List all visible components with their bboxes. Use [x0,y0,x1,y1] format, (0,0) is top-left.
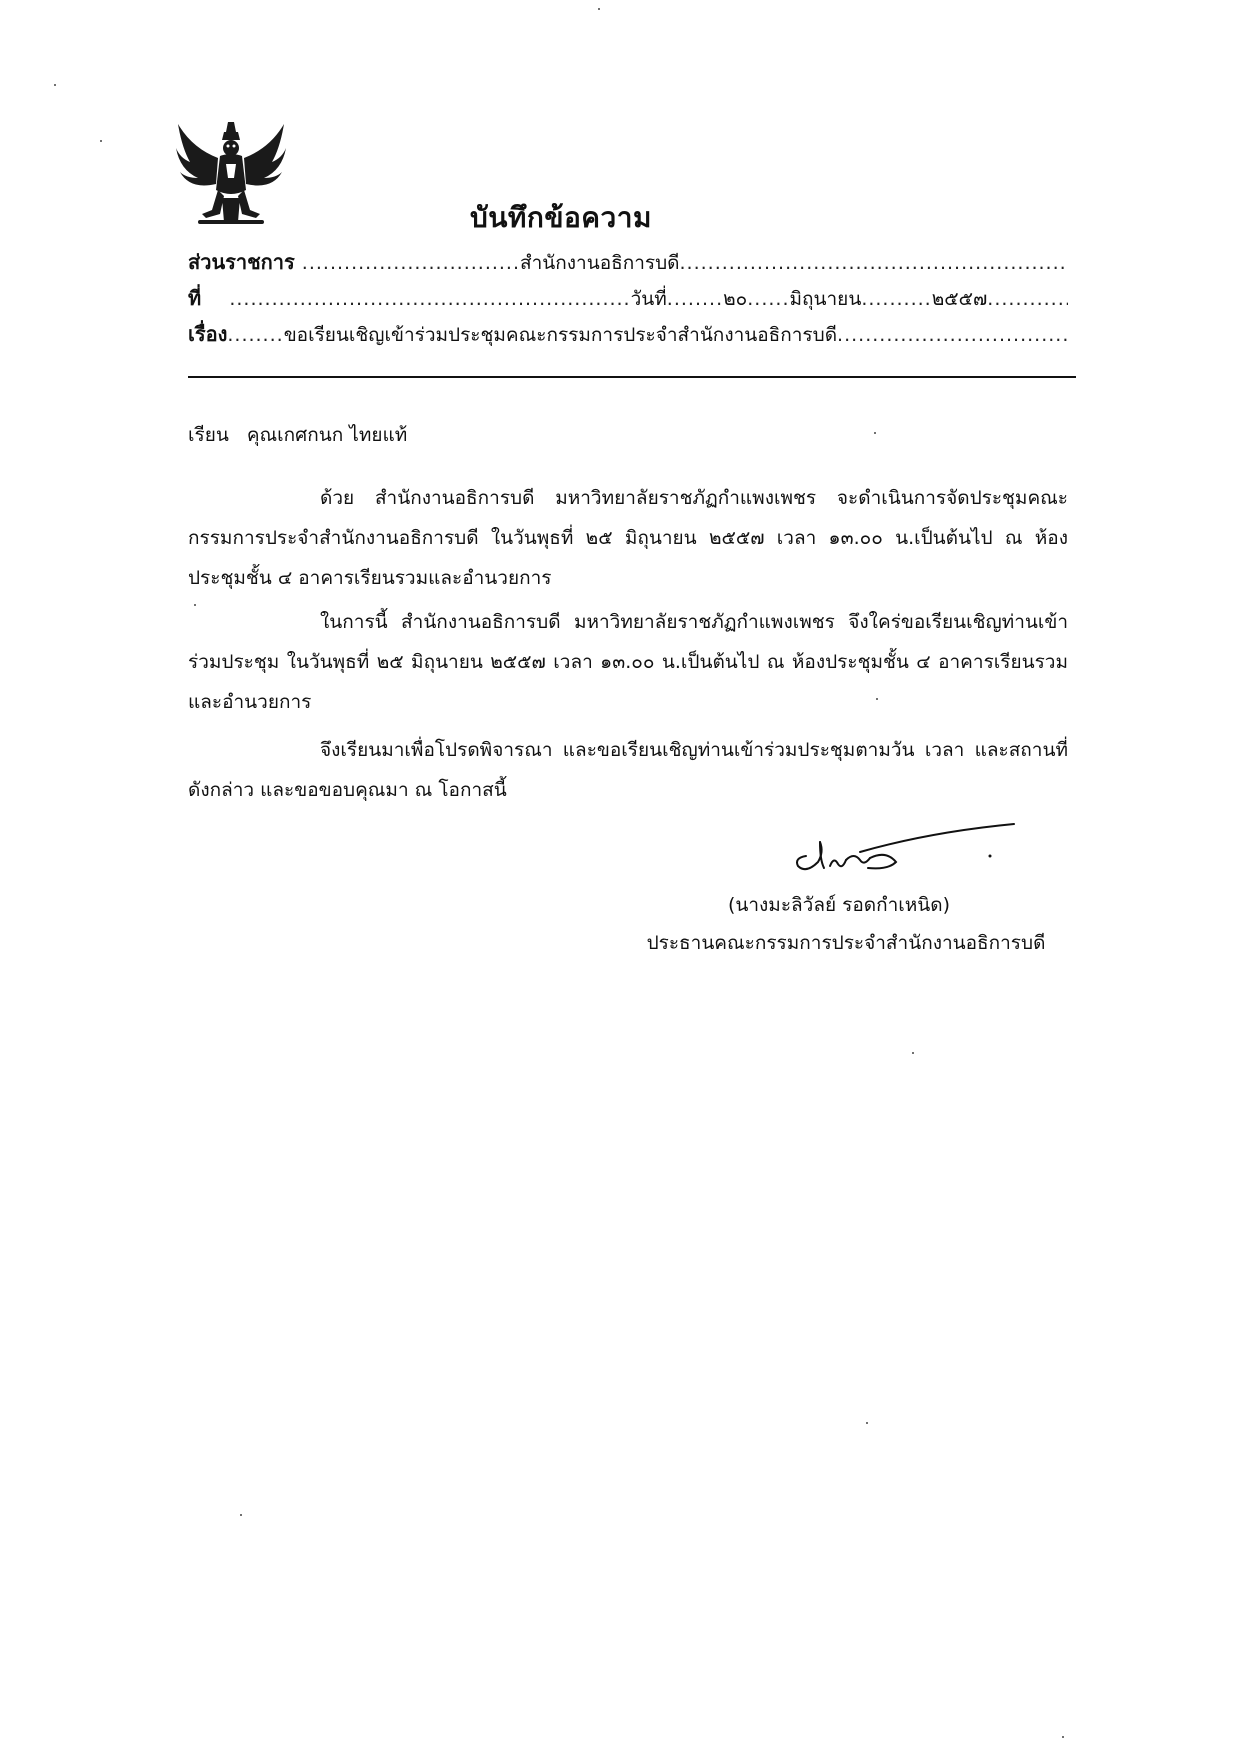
date-dots-2: ...... [747,288,790,310]
department-value: สำนักงานอธิการบดี [520,252,680,274]
scan-speck [240,1514,242,1516]
signatory-name: (นางมะลิวัลย์ รอดกำเหนิด) [727,894,951,916]
scan-speck [874,432,876,434]
scan-speck [100,140,102,142]
date-year: ๒๕๕๗ [931,288,988,310]
subject-value: ขอเรียนเชิญเข้าร่วมประชุมคณะกรรมการประจำสำนักงานอธิการบดี [283,324,838,346]
scan-speck [194,604,196,606]
department-leader-dots: ............................... [294,252,521,274]
department-label: ส่วนราชการ [188,250,295,274]
department-trailing-dots [680,252,1069,274]
date-dots-3: .......... [861,288,932,310]
garuda-emblem-icon [172,118,290,230]
handwritten-signature [790,816,1020,878]
scan-speck [598,8,600,10]
department-row [188,246,1068,276]
date-month: มิถุนายน [789,288,862,310]
reference-date-row [188,282,1068,312]
subject-row [188,318,1068,348]
subject-leader-dots: ........ [227,324,284,346]
scan-speck [912,1052,914,1054]
reference-dots: ......................................................... [201,288,631,310]
reference-label: ที่ [188,286,202,310]
paragraph-invitation: ในการนี้ สำนักงานอธิการบดี มหาวิทยาลัยราชภัฏกำแพงเพชร จึงใคร่ขอเรียนเชิญท่านเข้าร่วมประชุม ในวันพุธที่ ๒๕ มิถุนายน ๒๕๕๗ เวลา ๑๓.๐๐ น.เป็นต้นไป ณ ห้องประชุมชั้น ๔ อาคารเรียนรวมและอำนวยการ [188,611,1068,713]
scan-speck [876,698,878,700]
date-trailing-dots [987,288,1068,310]
date-dots-1: ........ [666,288,724,310]
signatory-position: ประธานคณะกรรมการประจำสำนักงานอธิการบดี [646,932,1046,954]
salutation [188,420,407,450]
paragraph-closing: จึงเรียนมาเพื่อโปรดพิจารณา และขอเรียนเชิญท่านเข้าร่วมประชุมตามวัน เวลา และสถานที่ดังกล่าว และขอขอบคุณมา ณ โอกาสนี้ [188,739,1068,801]
header-divider [188,376,1076,378]
salutation-label: เรียน [188,424,229,446]
date-day: ๒๐ [723,288,748,310]
scan-speck [54,84,56,86]
paragraph-announcement: ด้วย สำนักงานอธิการบดี มหาวิทยาลัยราชภัฏกำแพงเพชร จะดำเนินการจัดประชุมคณะกรรมการประจำสำนักงานอธิการบดี ในวันพุธที่ ๒๕ มิถุนายน ๒๕๕๗ เวลา ๑๓.๐๐ น.เป็นต้นไป ณ ห้องประชุมชั้น ๔ อาคารเรียนรวมและอำนวยการ [188,487,1068,589]
subject-trailing-dots [837,324,1068,346]
scan-speck [1062,1736,1064,1738]
memo-title: บันทึกข้อความ [470,201,652,234]
salutation-name: คุณเกศกนก ไทยแท้ [246,424,408,446]
subject-label: เรื่อง [188,322,228,346]
scan-speck [866,1422,868,1424]
date-label: วันที่ [630,288,667,310]
